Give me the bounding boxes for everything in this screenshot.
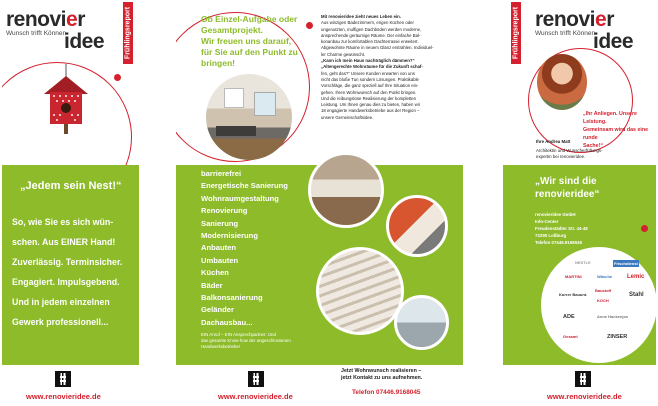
service-item: Geländer: [201, 305, 234, 315]
qr-code: [55, 371, 71, 387]
qr-code: [575, 371, 591, 387]
brand-logo: renovier Wunsch trifft Können idee: [535, 8, 634, 53]
panel3-quote: „Ihr Anliegen. Unsere Leistung. Gemeinsam wird das eine runde Sache!“: [583, 111, 649, 149]
decor-dot: [306, 22, 313, 29]
partner-logos: [557, 260, 653, 360]
panel2-headline: Ob Einzel-Aufgabe oder Gesamtprojekt. Wir freuen uns darauf, für Sie auf den Punkt zu bringen!: [201, 14, 298, 68]
partner-logo: NESTLE: [575, 260, 591, 265]
partner-logo: Gesamt: [563, 334, 578, 339]
service-item: Modernisierung: [201, 231, 258, 241]
service-item: Wohnraumgestaltung: [201, 193, 279, 203]
side-tab: Frühlingsreport: [123, 2, 133, 64]
service-item: Bäder: [201, 280, 223, 290]
website-url: www.renovieridee.de: [26, 392, 101, 401]
partner-logo: ADE: [563, 314, 575, 320]
panel2-intro: Mit renovieridee zieht neues Leben ein. Aus winzigen Badezimmern, engen Küchen oder ungenutzten, muffigen Dachböden werden moderne, ansprechende geräumige Räume. Der einfache Bal- konanbau zur komfortablen Dachterrasse erweitert. Abgewohnte Räume in neuem Glanz erstrahlen. Individuel- ler Charme gewünscht. „Kann ich mein Haus nachträglich dämmen?“ „Altengerechte Wohnräume für die Zukunft schaf- fen, geht das?“ Unsere Kunden erwarten von uns nicht das bloße Tun sondern Lösungen. Praktikable Vorschläge, die ganz speziell auf Ihre Situation ein- gehen. Ihren Wohnwunsch auf den Punkt bringen. Und die reibungslose Realisierung der kompletten Leistung. Um Ihnen genau dies zu bieten, haben wir 18 engagierte Handwerksbetriebe aus der Region – unsere Gemeinschaftsidee.: [321, 14, 434, 120]
service-item: barrierefrei: [201, 169, 242, 178]
service-item: Sanierung: [201, 218, 239, 228]
partner-logo: Wäsche: [597, 274, 613, 279]
services-list: [201, 168, 288, 329]
service-item: Dachausbau...: [201, 317, 253, 327]
partner-logo: Lemic: [627, 274, 645, 280]
partner-logo: Baustoff: [595, 288, 612, 293]
hallway-photo: [386, 195, 448, 257]
phone-number: Telefon 07446.9168045: [352, 389, 421, 396]
panel1-headline: „Jedem sein Nest!“: [20, 180, 122, 192]
service-item: Küchen: [201, 268, 229, 278]
flyer-panel-middle: [176, 2, 463, 404]
birdhouse-icon: [40, 64, 92, 138]
person-role: Architektin und Wunscherfüllungs- expertin bei renovieridee.: [536, 148, 603, 159]
staircase-photo: [316, 247, 404, 335]
portrait-photo: [537, 54, 587, 110]
partner-logo: Anne Hackenjos: [597, 314, 629, 319]
service-item: Umbauten: [201, 255, 239, 265]
website-url: www.renovieridee.de: [547, 392, 622, 401]
decor-dot: [641, 225, 648, 232]
partner-logo: Stahl: [629, 292, 644, 298]
address-block: renovieridee GmbH Info-Center Freudenstädter Str. 44-48 72290 Loßburg Telefon 07446.9168045: [535, 212, 588, 245]
website-url: www.renovieridee.de: [218, 392, 293, 401]
person-name: Ihre Andrea Matt: [536, 139, 571, 144]
partner-logo: ZINSER: [607, 334, 628, 340]
partner-logo: KOCH: [597, 298, 609, 303]
service-item: Renovierung: [201, 206, 248, 216]
panel3-headline: „Wir sind die renovieridee“: [535, 176, 600, 200]
dining-room-photo: [308, 152, 384, 228]
service-item: Anbauten: [201, 243, 237, 253]
service-item: Energetische Sanierung: [201, 181, 288, 191]
brand-logo: renovier Wunsch trifft Können idee: [6, 8, 105, 53]
panel2-cta: Jetzt Wohnwunsch realisieren – jetzt Kontakt zu uns aufnehmen.: [341, 368, 423, 381]
panel2-note: EIN Anruf – EIN Ansprechpartner: Und das gesamte Know-how der angeschlossenen Handwerksbetriebe!: [201, 332, 291, 349]
bathroom-photo: [394, 295, 449, 350]
flyer-panel-right: [503, 2, 656, 404]
panel1-body: So, wie Sie es sich wün- schen. Aus EINER Hand! Zuverlässig. Terminsicher. Engagiert. Impulsgebend. Und in jedem einzelnen Gewerk professionell...: [12, 217, 123, 327]
service-item: Balkonsanierung: [201, 293, 263, 303]
decor-dot: [114, 74, 121, 81]
partner-logo: Frischdienst: [614, 261, 638, 266]
partner-logo: MARTINI: [565, 274, 582, 279]
side-tab: Frühlingsreport: [511, 2, 521, 64]
flyer-panel-left: [2, 2, 139, 404]
qr-code: [248, 371, 264, 387]
living-room-photo: [206, 74, 292, 160]
partner-logo: Kurrer Bauunt.: [559, 292, 588, 297]
